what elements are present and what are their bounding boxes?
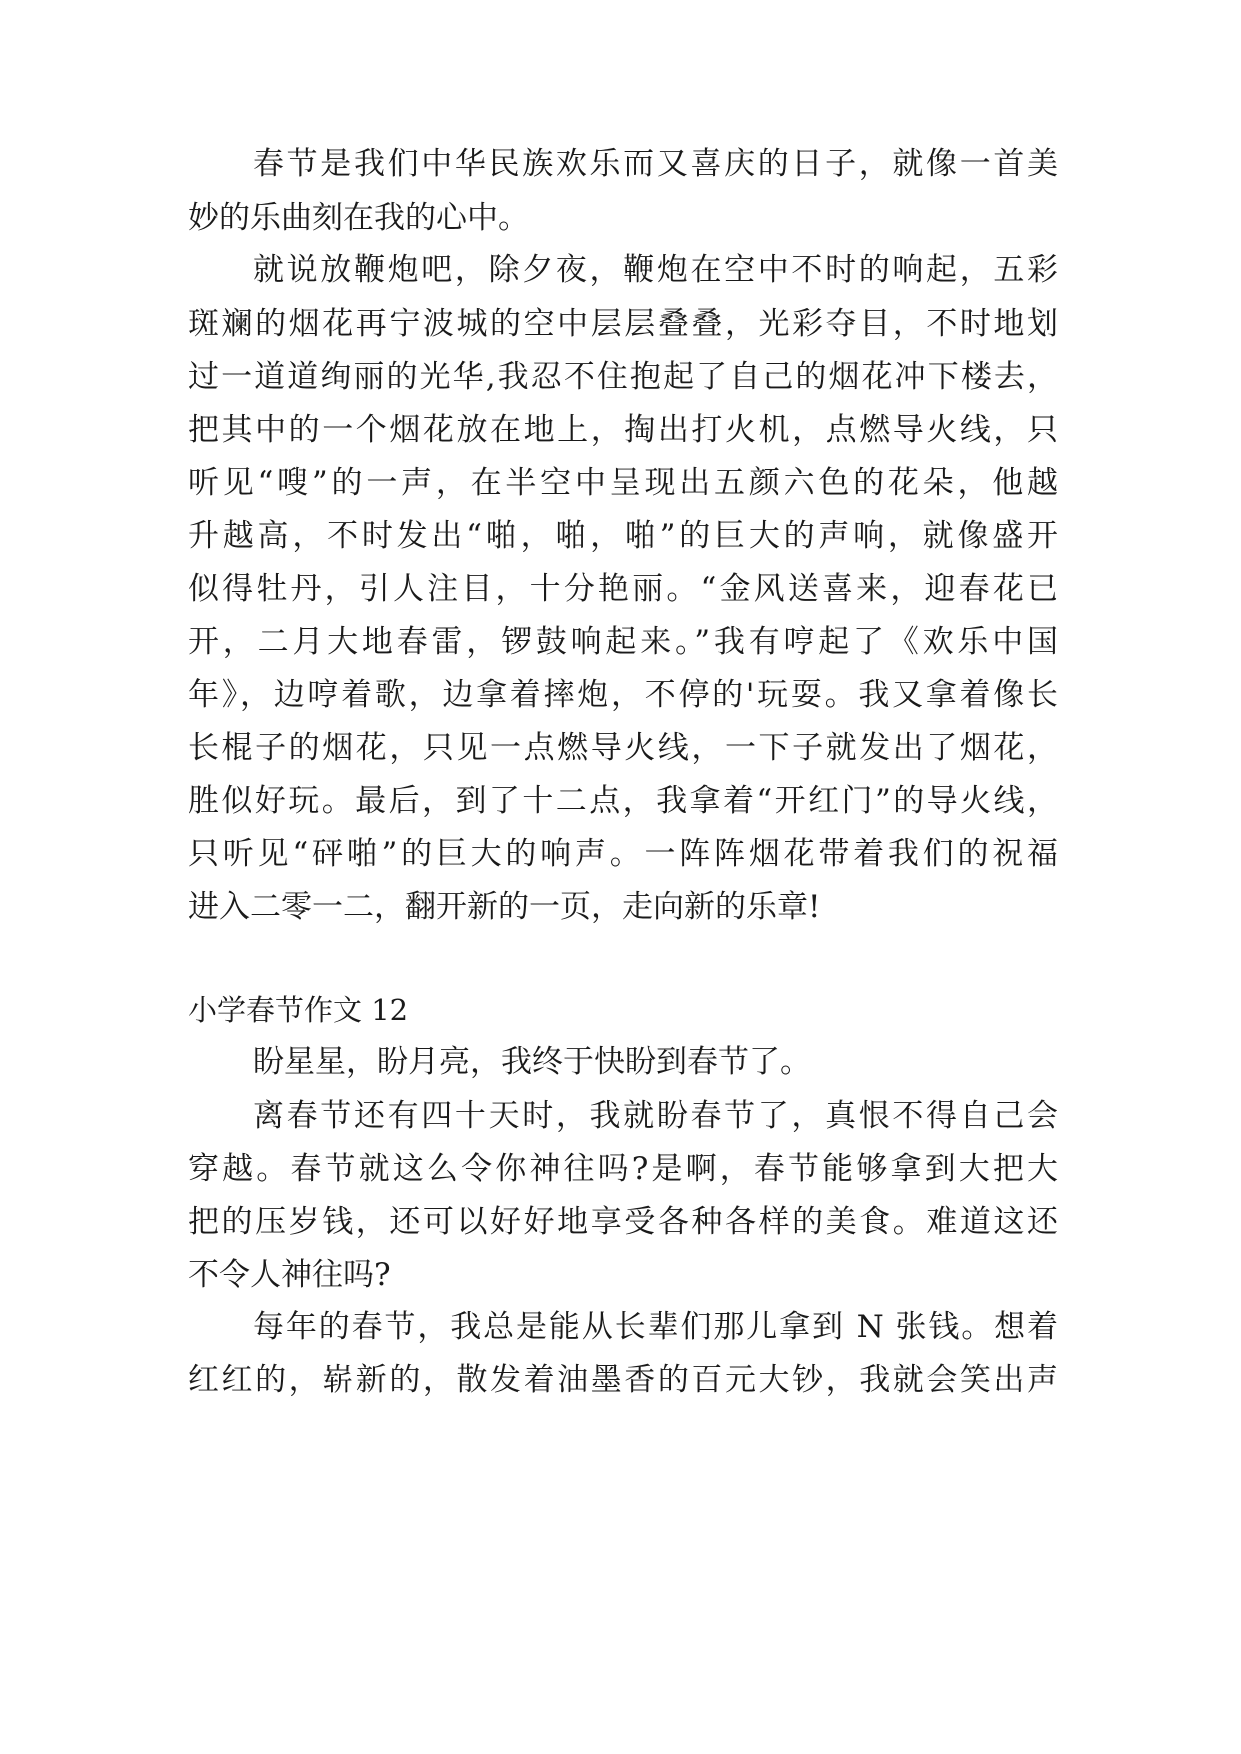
paragraph-2-line-12: 只听见“砰啪”的巨大的响声。一阵阵烟花带着我们的祝福 bbox=[188, 836, 1058, 872]
paragraph-4-line-4: 不令人神往吗? bbox=[188, 1257, 391, 1293]
paragraph-1-line-1: 春节是我们中华民族欢乐而又喜庆的日子，就像一首美 bbox=[253, 146, 1058, 182]
paragraph-2-line-9: 年》，边哼着歌，边拿着摔炮，不停的'玩耍。我又拿着像长 bbox=[188, 677, 1058, 713]
paragraph-5-line-1: 每年的春节，我总是能从长辈们那儿拿到 N 张钱。想着 bbox=[253, 1309, 1058, 1345]
paragraph-3-line-1: 盼星星，盼月亮，我终于快盼到春节了。 bbox=[253, 1044, 811, 1080]
paragraph-2-line-1: 就说放鞭炮吧，除夕夜，鞭炮在空中不时的响起，五彩 bbox=[253, 252, 1058, 288]
paragraph-2-line-8: 开，二月大地春雷，锣鼓响起来。”我有哼起了《欢乐中国 bbox=[188, 624, 1058, 660]
paragraph-2-line-3: 过一道道绚丽的光华,我忍不住抱起了自己的烟花冲下楼去， bbox=[188, 359, 1058, 395]
paragraph-2-line-7: 似得牡丹，引人注目，十分艳丽。“金风送喜来，迎春花已 bbox=[188, 571, 1058, 607]
paragraph-2-line-4: 把其中的一个烟花放在地上，掏出打火机，点燃导火线，只 bbox=[188, 412, 1058, 448]
paragraph-2-line-2: 斑斓的烟花再宁波城的空中层层叠叠，光彩夺目，不时地划 bbox=[188, 306, 1058, 342]
paragraph-4-line-3: 把的压岁钱，还可以好好地享受各种各样的美食。难道这还 bbox=[188, 1204, 1058, 1240]
paragraph-2-line-6: 升越高，不时发出“啪，啪，啪”的巨大的声响，就像盛开 bbox=[188, 518, 1058, 554]
paragraph-1-line-2: 妙的乐曲刻在我的心中。 bbox=[188, 200, 529, 236]
paragraph-2-line-10: 长棍子的烟花，只见一点燃导火线，一下子就发出了烟花， bbox=[188, 730, 1058, 766]
paragraph-2-line-5: 听见“嗖”的一声，在半空中呈现出五颜六色的花朵，他越 bbox=[188, 465, 1058, 501]
section-heading: 小学春节作文 12 bbox=[188, 993, 409, 1027]
paragraph-4-line-2: 穿越。春节就这么令你神往吗?是啊，春节能够拿到大把大 bbox=[188, 1151, 1058, 1187]
paragraph-5-line-2: 红红的，崭新的，散发着油墨香的百元大钞，我就会笑出声 bbox=[188, 1362, 1058, 1398]
paragraph-2-line-11: 胜似好玩。最后，到了十二点，我拿着“开红门”的导火线， bbox=[188, 783, 1058, 819]
paragraph-2-line-13: 进入二零一二，翻开新的一页，走向新的乐章! bbox=[188, 889, 821, 925]
paragraph-4-line-1: 离春节还有四十天时，我就盼春节了，真恨不得自己会 bbox=[253, 1098, 1058, 1134]
